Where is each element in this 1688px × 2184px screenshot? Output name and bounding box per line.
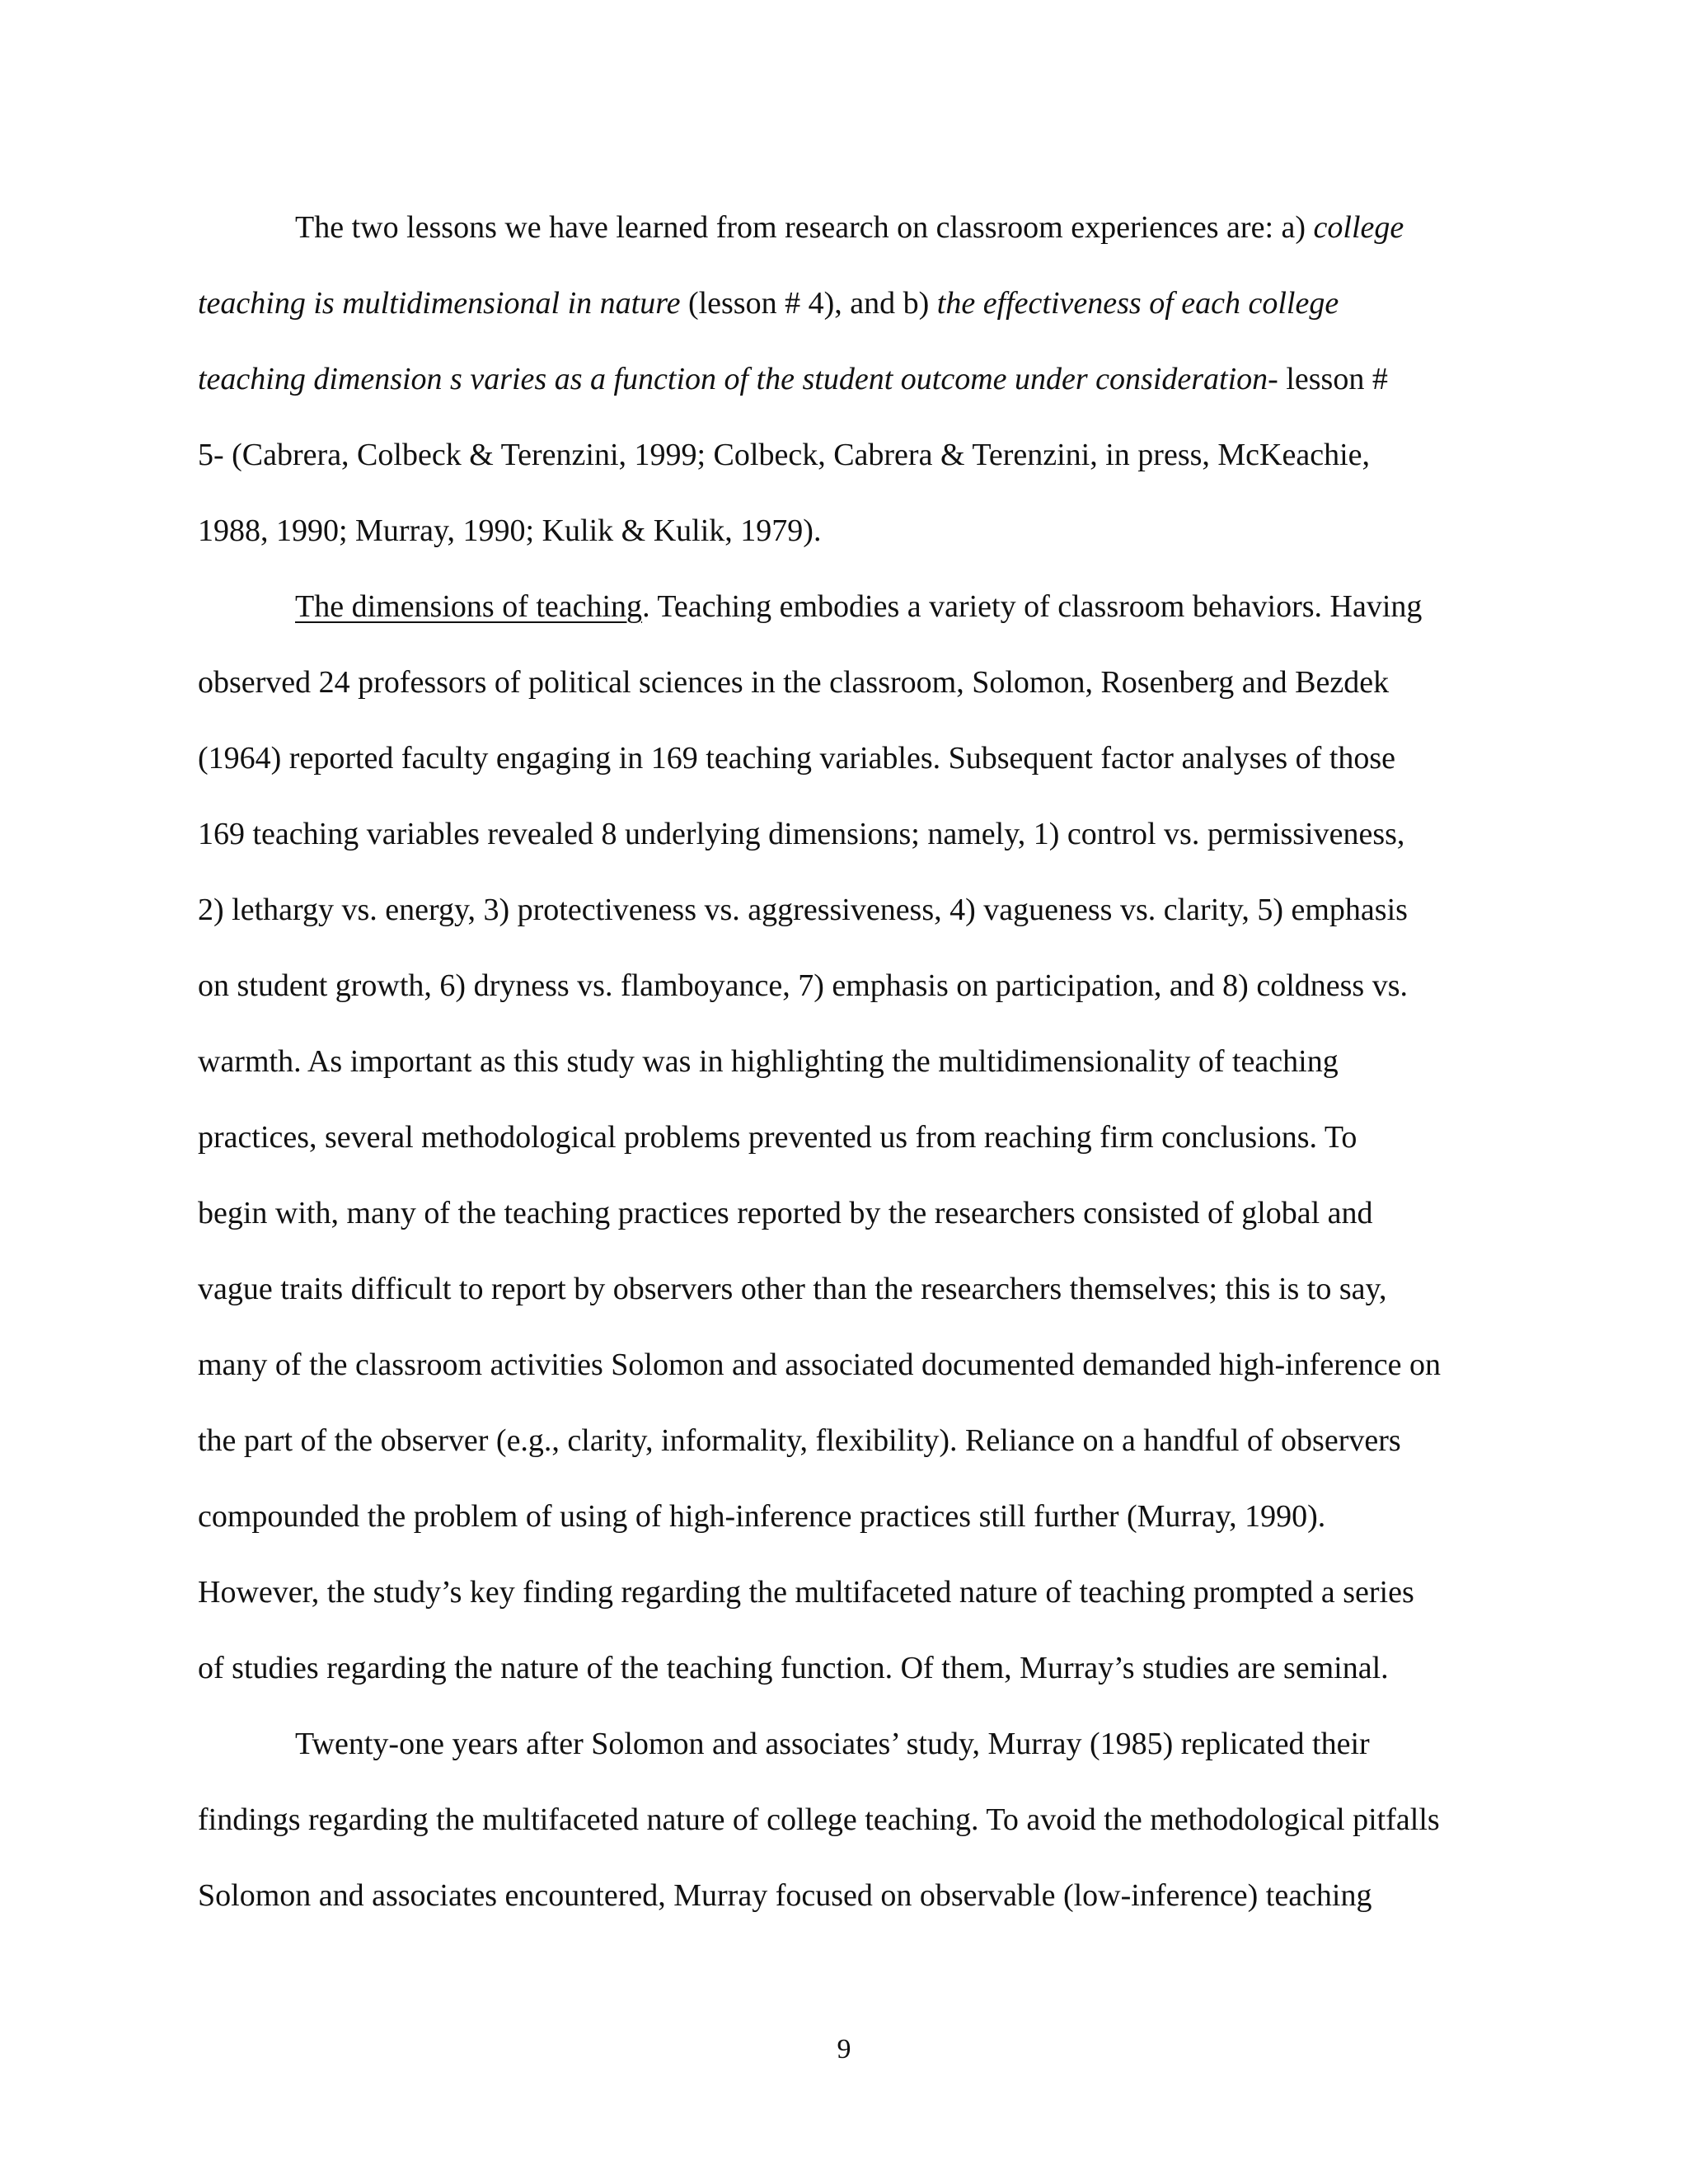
italic-run: college: [1313, 210, 1404, 245]
paragraph-1-line-4: 5- (Cabrera, Colbeck & Terenzini, 1999; Colbeck, Cabrera & Terenzini, in press, McKeachie,: [198, 438, 1371, 472]
text-run: (lesson # 4), and b): [680, 286, 937, 321]
paragraph-2-line-14: However, the study’s key finding regarding the multifaceted nature of teaching prompted a series: [198, 1575, 1414, 1610]
paragraph-1-line-1: [198, 190, 1475, 265]
paragraph-2-line-7: warmth. As important as this study was in highlighting the multidimensionality of teaching: [198, 1044, 1339, 1079]
paragraph-2-line-15: of studies regarding the nature of the teaching function. Of them, Murray’s studies are seminal.: [198, 1651, 1389, 1685]
paragraph-2-line-3: (1964) reported faculty engaging in 169 teaching variables. Subsequent factor analyses of those: [198, 741, 1396, 776]
section-heading: The dimensions of teaching: [295, 589, 643, 624]
text-run: The two lessons we have learned from research on classroom experiences are: a): [295, 210, 1314, 245]
paragraph-3-line-2: findings regarding the multifaceted nature of college teaching. To avoid the methodological pitfalls: [198, 1802, 1440, 1837]
italic-run: teaching dimension s varies as a function of the student outcome under consideration: [198, 362, 1268, 396]
paragraph-2-line-9: begin with, many of the teaching practices reported by the researchers consisted of global and: [198, 1196, 1373, 1230]
paragraph-2-line-5: 2) lethargy vs. energy, 3) protectiveness vs. aggressiveness, 4) vagueness vs. clarity, 5) emphasis: [198, 893, 1408, 927]
paragraph-2-line-10: vague traits difficult to report by observers other than the researchers themselves; this is to say,: [198, 1272, 1387, 1306]
paragraph-1-line-3: [198, 341, 1475, 417]
paragraph-1-line-2: [198, 265, 1475, 341]
text-run: . Teaching embodies a variety of classroom behaviors. Having: [642, 589, 1423, 624]
paragraph-2-line-13: compounded the problem of using of high-inference practices still further (Murray, 1990).: [198, 1499, 1326, 1534]
paragraph-2-line-1: [198, 569, 1475, 644]
paragraph-2-line-8: practices, several methodological problems prevented us from reaching firm conclusions. To: [198, 1120, 1357, 1155]
paragraph-2-line-11: many of the classroom activities Solomon and associated documented demanded high-inference on: [198, 1347, 1441, 1382]
paragraph-2-line-2: observed 24 professors of political sciences in the classroom, Solomon, Rosenberg and Bezdek: [198, 665, 1390, 700]
text-run: - lesson #: [1268, 362, 1388, 396]
italic-run: the effectiveness of each college: [936, 286, 1339, 321]
paragraph-3-line-1: Twenty-one years after Solomon and associates’ study, Murray (1985) replicated their: [295, 1727, 1370, 1761]
page-number: 9: [837, 2034, 851, 2064]
italic-run: teaching is multidimensional in nature: [198, 286, 681, 321]
paragraph-2-line-6: on student growth, 6) dryness vs. flamboyance, 7) emphasis on participation, and 8) coldness vs.: [198, 968, 1408, 1003]
paragraph-2-line-4: 169 teaching variables revealed 8 underlying dimensions; namely, 1) control vs. permissiveness,: [198, 817, 1405, 851]
paragraph-1-line-5: 1988, 1990; Murray, 1990; Kulik & Kulik, 1979).: [198, 513, 822, 548]
body-text: [198, 190, 1475, 1933]
paragraph-3-line-3: Solomon and associates encountered, Murray focused on observable (low-inference) teaching: [198, 1878, 1372, 1913]
paragraph-2-line-12: the part of the observer (e.g., clarity, informality, flexibility). Reliance on a handful of observers: [198, 1423, 1401, 1458]
